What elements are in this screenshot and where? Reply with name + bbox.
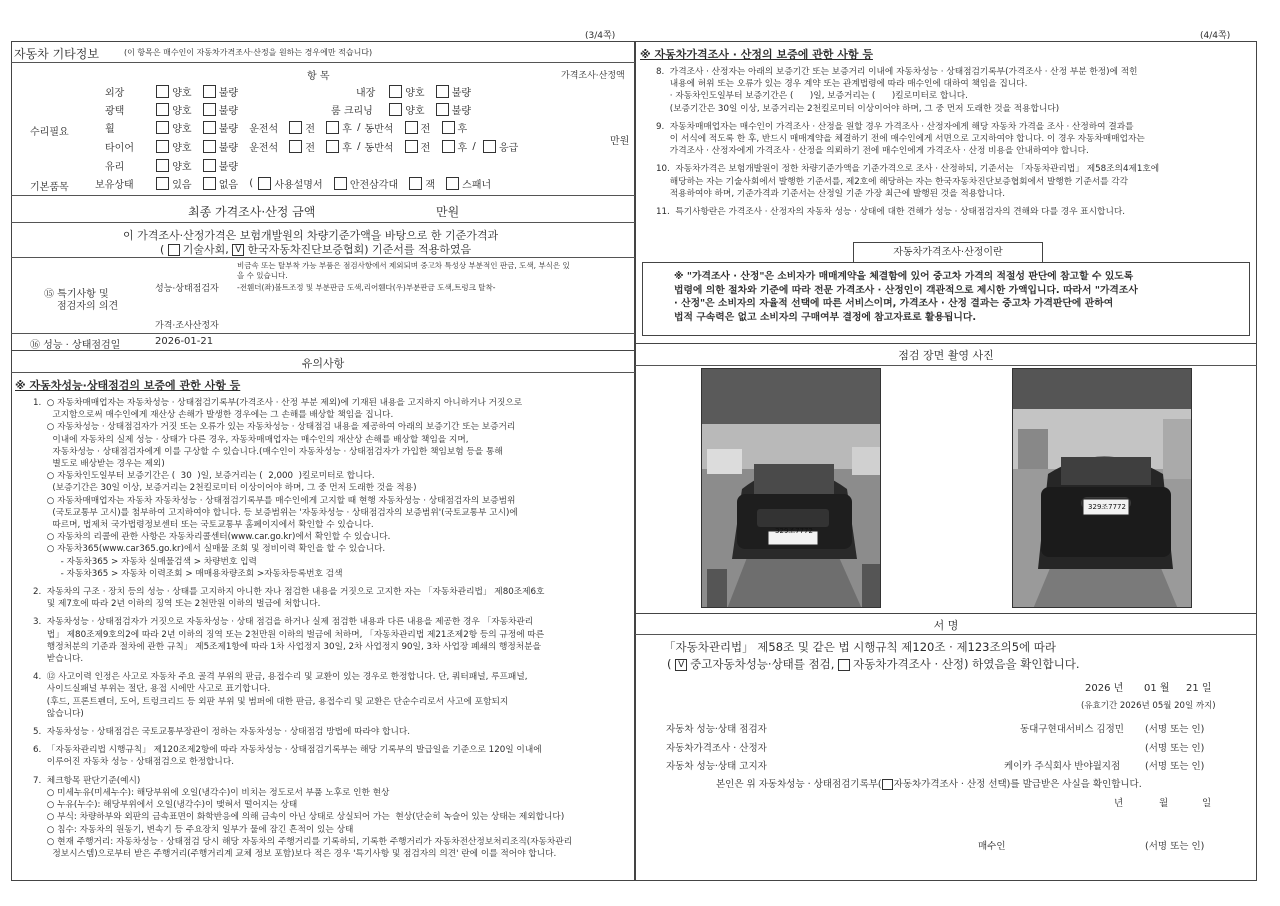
col-item-header: 항 목 (307, 71, 330, 82)
caution-note-line: 1. ○ 자동차매매업자는 자동차성능 · 상태점검기록부(가격조사 · 산정 부분 제외)에 기재된 내용을 고지하지 아니하거나 거짓으로 (33, 398, 523, 408)
caution-note-line: 따르며, 법제처 국가법령정보센터 또는 국토교통부 홈페이지에서 확인할 수 있습니다. (33, 520, 374, 531)
caution-note-line: ○ 침수: 자동차의 원동기, 변속기 등 주요장치 일부가 물에 잠긴 흔적이 있는 상태 (33, 824, 354, 835)
price-guarantee-line: (보증기간은 30일 이상, 보증거리는 2천킬로미터 이상이어야 하며, 그 중 먼저 도래한 것을 적용합니다) (656, 103, 1060, 114)
price-guarantee-items (656, 66, 1159, 218)
caution-title: 유의사항 (301, 357, 345, 370)
jack-checkbox[interactable] (409, 177, 422, 190)
definition-box-line: · 산정"은 소비자의 자율적 선택에 따른 서비스이며, 가격조사 · 산정 결과는 중고차 가격판단에 관하여 (674, 298, 1114, 309)
photo-section-title: 점검 장면 촬영 사진 (898, 349, 994, 362)
caution-note-line: - 자동차365 > 자동차 이력조회 > 매매용차량조회 >자동차등록번호 검색 (33, 568, 343, 579)
caution-note-line: ○ 미세누유(미세누수): 해당부위에 오일(냉각수)이 비치는 정도로서 부품 노후로 인한 현상 (33, 787, 390, 798)
caution-note-line: ○ 현재 주행거리: 자동차성능 · 상태점검 당시 해당 자동차의 주행거리를 기록하되, 기록한 주행거리가 자동차전산정보처리조직(자동차관리 (33, 836, 573, 847)
standard-association-checkbox[interactable]: V (232, 244, 244, 256)
caution-note-line: ○ 부식: 차량하부와 외판의 금속표면이 화학반응에 의해 금속이 아닌 상태로 상실되어 가는 현상(단순히 녹슬어 있는 상태는 제외합니다) (33, 812, 565, 823)
caution-note-line: ○ 자동차매매업자는 자동차 자동차성능 · 상태점검기록부를 매수인에게 고지할 때 현행 자동차성능 · 상태점검자의 보증범위 (33, 495, 516, 506)
final-price-label: 최종 가격조사·산정 금액 (188, 205, 316, 219)
row-glass: 유리 양호 불량 (105, 158, 246, 173)
signature-title: 서 명 (933, 619, 959, 632)
triangle-checkbox[interactable] (334, 177, 347, 190)
price-guarantee-line: 9. 자동차매매업자는 매수인이 가격조사 · 산정을 원할 경우 가격조사 · 산정자에게 해당 자동차 가격을 조사 · 산정하여 결과를 (656, 121, 1134, 132)
wheel-passenger-rear-checkbox[interactable] (442, 121, 455, 134)
caution-note-line: 않습니다) (33, 708, 84, 719)
wheel-label: 휠 (105, 124, 115, 135)
caution-subtitle: ※ 자동차성능·상태점검의 보증에 관한 사항 등 (15, 379, 241, 392)
row-wheel: 휠 양호 불량 운전석 전 후 / 동반석 전 후 (105, 122, 468, 135)
caution-note-line: 5. 자동차성능 · 상태점검은 국토교통부장관이 정하는 자동차성능 · 상태점검 방법에 따라야 합니다. (33, 727, 411, 738)
signature-law-text: 「자동차관리법」 제58조 및 같은 법 시행규칙 제120조 · 제123조의5에 따라 (664, 640, 1057, 654)
inspection-date-label: ⑯ 성능 · 상태점검일 (30, 340, 121, 351)
caution-note-line: 별도로 배상받는 경우는 제외) (33, 459, 165, 470)
exterior-good-checkbox[interactable] (156, 85, 169, 98)
caution-note-line: 받습니다. (33, 654, 84, 665)
caution-note-line: ○ 자동차성능 · 상태점검자가 거짓 또는 오류가 있는 자동차성능 · 상태점검 내용을 제공하여 아래의 보증기간 또는 보증거리 (33, 422, 516, 433)
inspector-opinion: 비금속 또는 탈부착 가능 부품은 점검사항에서 제외되며 중고차 특성상 부분적인 판금, 도색, 부식은 있 을 수 있습니다. -전휀더(좌)볼트조정 및 부분판금 도색,리어휀다(우)부분판금 도색,트렁크 탈착- (237, 261, 570, 292)
wheel-passenger-front-checkbox[interactable] (405, 121, 418, 134)
caution-note-line: ○ 누유(누수): 해당부위에서 오일(냉각수)이 맺혀서 떨어지는 상태 (33, 800, 298, 811)
definition-box-line: 법령에 의한 절차와 기준에 따라 전문 가격조사 · 산정인이 객관적으로 제시한 가액입니다. 따라서 "가격조사 (674, 284, 1138, 296)
caution-note-line: 사이드실패널 부위는 절단, 용접 시에만 사고로 표기합니다. (33, 684, 271, 695)
license-plate-left: 329조7772 (775, 527, 813, 535)
caution-note-line: 정보시스템)으로부터 받은 주행거리(주행거리계 교체 정보 포함)보다 적은 경우 '특기사항 및 점검자의 의견' 란에 이를 적어야 합니다. (33, 848, 557, 859)
exterior-label: 외장 (105, 88, 125, 99)
caution-note-line: 고지함으로써 매수인에게 재산상 손해가 발생한 경우에는 그 손해를 배상할 책임을 집니다. (33, 410, 394, 421)
caution-note-line: ○ 자동차인도일부터 보증기간은 ( 30 )일, 보증거리는 ( 2,000 )킬로미터로 합니다. (33, 471, 375, 482)
tire-passenger-label: 동반석 (364, 143, 394, 154)
tire-driver-rear-checkbox[interactable] (326, 140, 339, 153)
tire-driver-front-checkbox[interactable] (289, 140, 302, 153)
caution-note-line: (후드, 프론트펜더, 도어, 트렁크리드 등 외판 부위 및 범퍼에 대한 판금, 용접수리 및 교환은 단순수리로서 사고에 포함되지 (33, 696, 509, 707)
price-guarantee-line: 이 서식에 적도록 한 후, 반드시 매매계약을 체결하기 전에 매수인에게 서면으로 고지하여야 합니다. 이 경우 자동차매매업자는 (656, 134, 1145, 145)
caution-note-line: 이루어진 자동차 성능 · 상태점검으로 한정합니다. (33, 757, 234, 768)
gloss-good-checkbox[interactable] (156, 103, 169, 116)
basic-items-label: 기본품목 (30, 182, 69, 193)
caution-note-line: 6. 「자동차관리법 시행규칙」 제120조제2항에 따라 자동차성능 · 상태점검기록부는 해당 기록부의 발급일을 기준으로 120일 이내에 (33, 745, 542, 756)
tire-label: 타이어 (105, 143, 134, 154)
inspector-label: 성능·상태점검자 (155, 284, 219, 294)
glass-label: 유리 (105, 162, 125, 173)
repair-needed-label: 수리필요 (30, 127, 69, 138)
receipt-price-checkbox[interactable] (882, 779, 893, 790)
tire-good-checkbox[interactable] (156, 140, 169, 153)
caution-note-line: 7. 체크항목 판단기준(예시) (33, 775, 141, 786)
row-room-cleaning: 룸 크리닝 양호 불량 (331, 102, 479, 117)
caution-note-line: 및 제7호에 따라 2년 이하의 징역 또는 2천만원 이하의 벌금에 처합니다. (33, 599, 321, 610)
wheel-bad-checkbox[interactable] (203, 121, 216, 134)
caution-note-line: - 자동차365 > 자동차 실매물검색 > 차량번호 입력 (33, 556, 257, 567)
definition-box-line: 법적 구속력은 없고 소비자의 구매여부 결정에 참고자료로 활용됩니다. (674, 311, 977, 323)
sign-date-year: 2026 년 (1085, 683, 1124, 694)
standard-technician-checkbox[interactable] (168, 244, 180, 256)
row-interior: 내장 양호 불량 (356, 84, 479, 99)
price-guarantee-line: 10. 자동차가격은 보험개발원이 정한 차량기준가액을 기준가격으로 조사 · 산정하되, 기준서는 「자동차관리법」 제58조의4제1호에 (656, 164, 1160, 175)
possession-no-checkbox[interactable] (203, 177, 216, 190)
receipt-confirm-text: 본인은 위 자동차성능 · 상태점검기록부( 자동차가격조사 · 산정 선택)를 발급받은 사실을 확인합니다. (716, 779, 1142, 790)
tire-emergency-checkbox[interactable] (483, 140, 496, 153)
price-guarantee-line: 적용하여야 하며, 기준가격과 기준서는 산정일 기준 가장 최근에 발행된 것을 적용합니다. (656, 188, 1006, 199)
price-guarantee-line: · 자동차인도일부터 보증기간은 ( )일, 보증거리는 ( )킬로미터로 합니다. (656, 91, 968, 102)
row-exterior: 외장 양호 불량 (105, 84, 246, 99)
standard-text-line-1: 이 가격조사·산정가격은 보험개발원의 차량기준가액을 바탕으로 한 기준가격과 (123, 229, 499, 242)
caution-note-line: (보증기간은 30일 이상, 보증거리는 2천킬로미터 이상이어야 하며, 그 중 먼저 도래한 것을 적용) (33, 483, 417, 494)
car-rear-photo-image (1013, 369, 1192, 608)
final-price-unit: 만원 (436, 205, 460, 219)
wheel-good-checkbox[interactable] (156, 121, 169, 134)
man-won-label: 만원 (610, 136, 630, 147)
sign-date-day: 21 일 (1186, 683, 1212, 694)
standard-text-line-2: ( 기술사회, V 한국자동차진단보증협회) 기준서를 적용하였음 (160, 243, 472, 256)
price-survey-checkbox[interactable] (838, 659, 850, 671)
gloss-label: 광택 (105, 106, 125, 117)
price-guarantee-line: 11. 특기사항란은 가격조사 · 산정자의 자동차 성능 · 상태에 대한 견해가 성능 · 상태점검자의 견해와 다를 경우 표시합니다. (656, 207, 1125, 218)
car-front-photo-image (702, 369, 881, 608)
receipt-month: 월 (1159, 798, 1169, 809)
notifier-sign-or-seal: (서명 또는 인) (1145, 761, 1205, 772)
receipt-day: 일 (1202, 798, 1212, 809)
signature-confirm-text: ( V 중고자동차성능·상태를 점검, 자동차가격조사 · 산정) 하였음을 확인합니다. (667, 657, 1080, 671)
interior-good-checkbox[interactable] (389, 85, 402, 98)
buyer-sign-or-seal: (서명 또는 인) (1145, 841, 1205, 852)
sign-date-month: 01 월 (1144, 683, 1170, 694)
definition-box-line: ※ "가격조사 · 산정"은 소비자가 매매계약을 체결함에 있어 중고차 가격의 적절성 판단에 참고할 수 있도록 (674, 271, 1134, 282)
caution-note-line: 4. ⑫ 사고이력 인정은 사고로 자동차 주요 골격 부위의 판금, 용접수리 및 교환이 있는 경우로 한정합니다. 단, 쿼터패널, 루프패널, (33, 672, 528, 683)
inspection-photo-front-left (701, 368, 881, 608)
other-info-subtitle: (이 항목은 매수인이 자동차가격조사·산정을 원하는 경우에만 적습니다) (124, 48, 373, 57)
caution-note-line: 법」 제80조제9호의2에 따라 2년 이하의 징역 또는 2천만원 이하의 벌금에 처하며, 「자동차관리법 제21조제2항 등의 규정에 따른 (33, 629, 545, 640)
page-number-left: (3/4쪽) (585, 31, 616, 41)
caution-note-line: (국토교통부 고시)를 첨부하여 고지하여야 합니다. 등 보증범위는 '자동차성능 · 상태점검자의 보증범위'(국토교통부 고시)에 (33, 507, 518, 518)
special-notes-label-2: 점검자의 의견 (57, 301, 119, 312)
room-cleaning-bad-checkbox[interactable] (436, 103, 449, 116)
caution-note-line: 이내에 자동차의 실제 성능 · 상태가 다른 경우, 자동차매매업자는 매수인의 재산상 손해를 배상할 책임을 지며, (33, 434, 469, 445)
caution-note-line: ○ 자동차365(www.car365.go.kr)에서 실매물 조회 및 정비이력 확인을 할 수 있습니다. (33, 544, 386, 555)
row-possession: 보유상태 있음 없음 ( 사용설명서 안전삼각대 잭 스패너 (95, 178, 492, 191)
wheel-driver-front-checkbox[interactable] (289, 121, 302, 134)
tire-driver-label: 운전석 (249, 143, 279, 154)
receipt-year: 년 (1114, 798, 1124, 809)
manual-checkbox[interactable] (258, 177, 271, 190)
wheel-driver-label: 운전석 (249, 124, 279, 135)
room-cleaning-good-checkbox[interactable] (389, 103, 402, 116)
inspector-sign-or-seal: (서명 또는 인) (1145, 724, 1205, 735)
price-guarantee-line: 가격조사 · 산정자에게 가격조사 · 산정을 의뢰하기 전에 매수인에게 가격조사 · 산정 비용을 안내하여야 합니다. (656, 146, 1089, 157)
possession-yes-checkbox[interactable] (156, 177, 169, 190)
tire-passenger-front-checkbox[interactable] (405, 140, 418, 153)
wheel-passenger-label: 동반석 (364, 124, 394, 135)
inspection-photo-rear-right (1012, 368, 1192, 608)
tire-bad-checkbox[interactable] (203, 140, 216, 153)
wheel-driver-rear-checkbox[interactable] (326, 121, 339, 134)
glass-good-checkbox[interactable] (156, 159, 169, 172)
inspector-sign-label: 자동차 성능·상태 점검자 (666, 724, 767, 735)
glass-bad-checkbox[interactable] (203, 159, 216, 172)
col-price-header: 가격조사·산정액 (561, 71, 625, 81)
price-guarantee-line: 해당하는 자는 기술사회에서 발행한 기준서를, 제2호에 해당하는 자는 한국자동차진단보증협회에서 발행한 기준서를 각각 (656, 176, 1129, 187)
possession-label: 보유상태 (95, 180, 134, 191)
buyer-label: 매수인 (978, 841, 1006, 852)
notifier-sign-label: 자동차 성능·상태 고지자 (666, 761, 767, 772)
price-guarantee-line: 내용에 허위 또는 오류가 있는 경우 계약 또는 관계법령에 따라 매수인에 대하여 책임을 집니다. (656, 79, 1028, 90)
tire-passenger-rear-checkbox[interactable] (442, 140, 455, 153)
inspector-sign-name: 동대구현대서비스 김정민 (1020, 724, 1124, 735)
special-notes-label-1: ⑮ 특기사항 및 (44, 289, 109, 300)
caution-note-line: 3. 자동차성능 · 상태점검자가 거짓으로 자동차성능 · 상태 점검을 하거나 실제 점검한 내용과 다른 내용을 제공한 경우 「자동차관리 (33, 617, 534, 628)
other-info-title: 자동차 기타정보 (14, 47, 99, 61)
price-examiner-sign-or-seal: (서명 또는 인) (1145, 743, 1205, 754)
page-number-right: (4/4쪽) (1200, 31, 1231, 41)
price-guarantee-line: 8. 가격조사 · 산정자는 아래의 보증기간 또는 보증거리 이내에 자동차성능 · 상태점검기록부(가격조사 · 산정 부분 한정)에 적힌 (656, 67, 1138, 77)
inspection-date-value: 2026-01-21 (155, 336, 214, 347)
interior-bad-checkbox[interactable] (436, 85, 449, 98)
price-examiner-label: 가격·조사산정자 (155, 321, 219, 331)
caution-notes (33, 397, 572, 860)
validity-period: (유효기간 2026년 05월 20일 까지) (1081, 701, 1216, 711)
price-examiner-sign-label: 자동차가격조사 · 산정자 (666, 743, 767, 754)
gloss-bad-checkbox[interactable] (203, 103, 216, 116)
license-plate-right: 329조7772 (1088, 503, 1126, 511)
spanner-checkbox[interactable] (446, 177, 459, 190)
notifier-sign-name: 케이카 주식회사 반야월지점 (1004, 761, 1121, 772)
caution-note-line: 2. 자동차의 구조 · 장치 등의 성능 · 상태를 고지하지 아니한 자나 점검한 내용을 거짓으로 고지한 자는 「자동차관리법」 제80조제6호 (33, 587, 545, 598)
row-tire: 타이어 양호 불량 운전석 전 후 / 동반석 전 후 / 응급 (105, 141, 519, 154)
row-gloss: 광택 양호 불량 (105, 102, 246, 117)
caution-note-line: 행정처분의 기준과 절차에 관한 규칙」 제5조제1항에 따라 1차 사업정지 30일, 2차 사업정지 90일, 3차 사업장 폐쇄의 행정처분을 (33, 641, 541, 652)
exterior-bad-checkbox[interactable] (203, 85, 216, 98)
room-cleaning-label: 룸 크리닝 (331, 106, 373, 117)
caution-note-line: 자동차성능 · 상태점검자에게 이를 구상할 수 있습니다.(매수인이 자동차성능 · 상태점검자가 가입한 책임보험 등을 통해 (33, 446, 503, 457)
caution-note-line: ○ 자동차의 리콜에 관한 사항은 자동차리콜센터(www.car.go.kr)에서 확인할 수 있습니다. (33, 532, 391, 543)
definition-box-title: 자동차가격조사·산정이란 (853, 242, 1043, 263)
interior-label: 내장 (356, 88, 376, 99)
inspection-checkbox[interactable]: V (675, 659, 687, 671)
price-guarantee-title: ※ 자동차가격조사 · 산정의 보증에 관한 사항 등 (640, 48, 873, 61)
definition-box-text (674, 270, 1138, 324)
